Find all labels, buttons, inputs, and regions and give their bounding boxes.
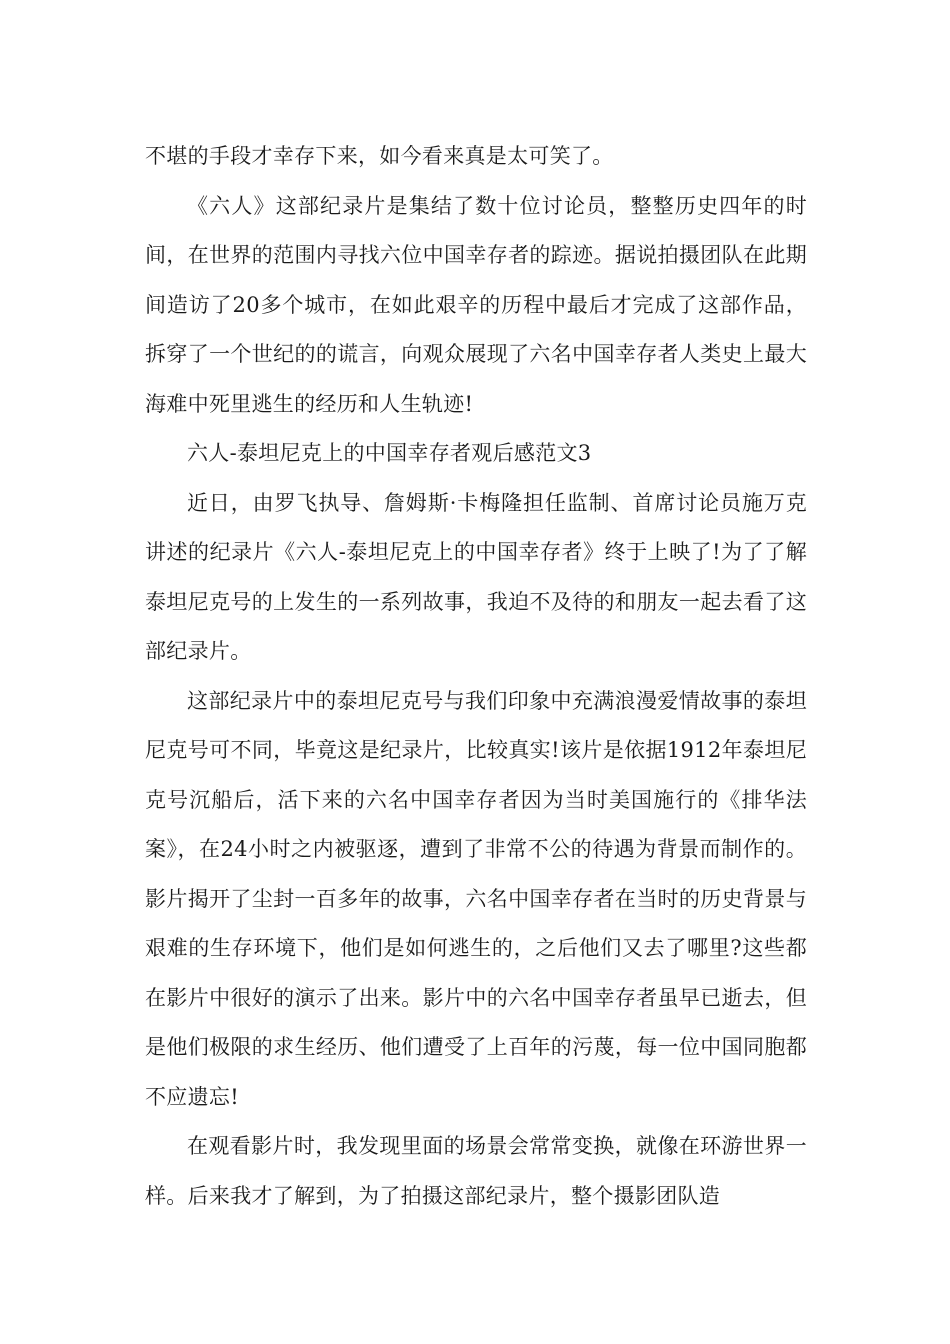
paragraph-background: 这部纪录片中的泰坦尼克号与我们印象中充满浪漫爱情故事的泰坦尼克号可不同，毕竟这是纪录片，比较真实!该片是依据1912年泰坦尼克号沉船后，活下来的六名中国幸存者因为当时美国施行的《排华法案》，在24小时之内被驱逐，遭到了非常不公的待遇为背景而制作的。影片揭开了尘封一百多年的故事，六名中国幸存者在当时的历史背景与艰难的生存环境下，他们是如何逃生的，之后他们又去了哪里?这些都在影片中很好的演示了出来。影片中的六名中国幸存者虽早已逝去，但是他们极限的求生经历、他们遭受了上百年的污蔑，每一位中国同胞都不应遗忘!: [145, 688, 807, 1109]
paragraph-continued: 不堪的手段才幸存下来，如今看来真是太可笑了。: [145, 144, 614, 168]
paragraph-release: 近日，由罗飞执导、詹姆斯·卡梅隆担任监制、首席讨论员施万克讲述的纪录片《六人-泰坦尼克上的中国幸存者》终于上映了!为了了解泰坦尼克号的上发生的一系列故事，我迫不及待的和朋友一起去看了这部纪录片。: [145, 490, 807, 663]
paragraph-scenes: 在观看影片时，我发现里面的场景会常常变换，就像在环游世界一样。后来我才了解到，为了拍摄这部纪录片，整个摄影团队造: [145, 1134, 807, 1208]
section-heading: 六人-泰坦尼克上的中国幸存者观后感范文3: [187, 441, 592, 465]
paragraph-documentary-intro: 《六人》这部纪录片是集结了数十位讨论员，整整历史四年的时间，在世界的范围内寻找六位中国幸存者的踪迹。据说拍摄团队在此期间造访了20多个城市，在如此艰辛的历程中最后才完成了这部作品，拆穿了一个世纪的的谎言，向观众展现了六名中国幸存者人类史上最大海难中死里逃生的经历和人生轨迹!: [145, 193, 807, 416]
document-body: [145, 132, 807, 1221]
